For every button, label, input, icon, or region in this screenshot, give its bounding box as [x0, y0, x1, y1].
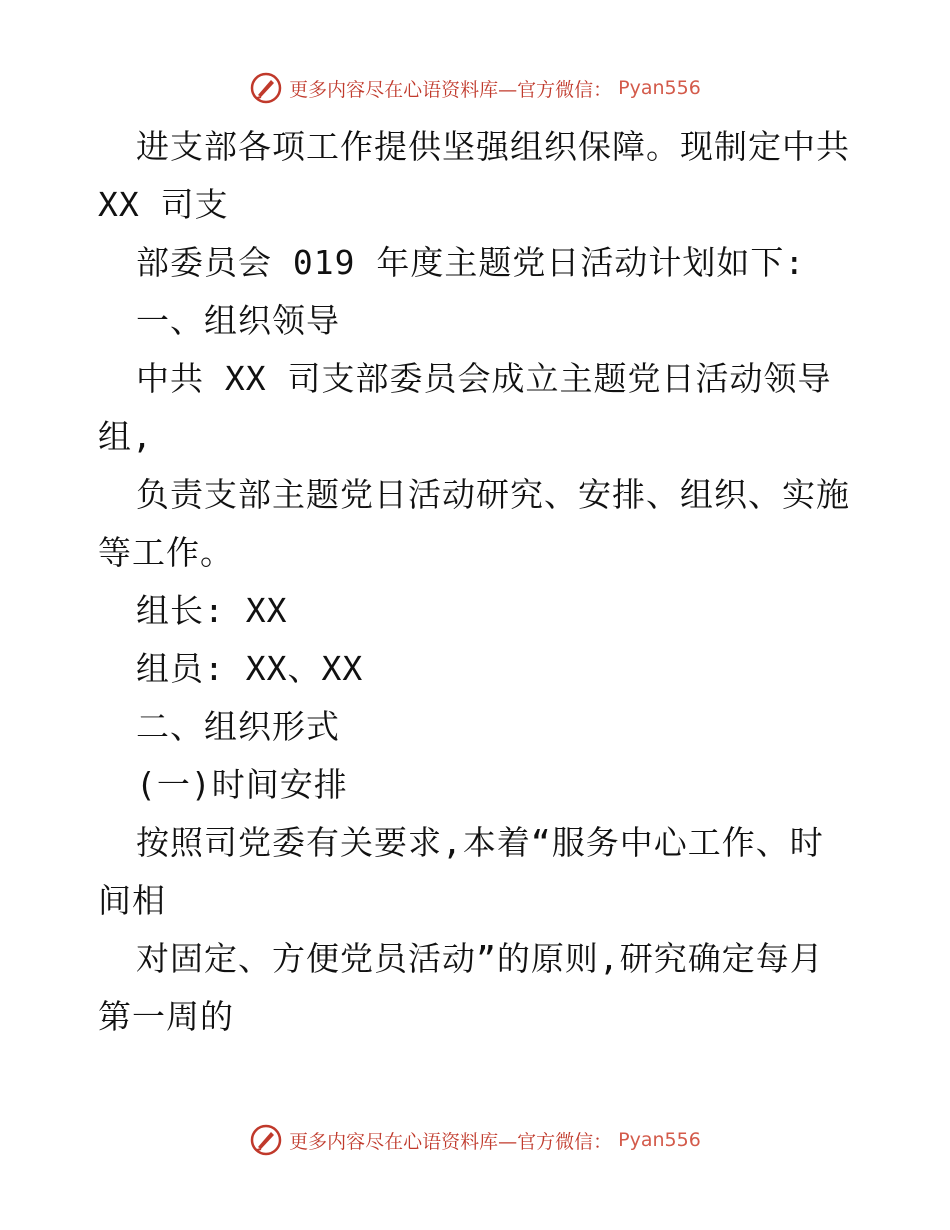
footer-banner-text: 更多内容尽在心语资料库—官方微信： [289, 1130, 613, 1153]
header-banner [0, 70, 950, 106]
text-line: 组, [98, 417, 153, 456]
text-line: 第一周的 [98, 997, 234, 1036]
header-wechat-id: Pyan556 [618, 77, 701, 99]
text-line: (一)时间安排 [136, 765, 348, 804]
footer-banner [0, 1122, 950, 1158]
text-line: 二、组织形式 [136, 707, 340, 746]
text-line: 负责支部主题党日活动研究、安排、组织、实施 [136, 475, 850, 514]
text-line: 组长: XX [136, 591, 288, 630]
text-line: 按照司党委有关要求,本着“服务中心工作、时 [136, 823, 824, 862]
quill-logo-icon [249, 71, 283, 105]
header-banner-text: 更多内容尽在心语资料库—官方微信： [289, 78, 613, 101]
quill-logo-icon [249, 1123, 283, 1157]
text-line: 对固定、方便党员活动”的原则,研究确定每月 [136, 939, 824, 978]
text-line: 进支部各项工作提供坚强组织保障。现制定中共 [136, 127, 850, 166]
text-line: 一、组织领导 [136, 301, 340, 340]
text-line: 组员: XX、XX [136, 649, 364, 688]
text-line: 中共 XX 司支部委员会成立主题党日活动领导 [136, 359, 832, 398]
footer-wechat-id: Pyan556 [618, 1129, 701, 1151]
text-line: 等工作。 [98, 533, 234, 572]
document-body [98, 118, 858, 1046]
text-line: 部委员会 019 年度主题党日活动计划如下: [136, 243, 806, 282]
text-line: 间相 [98, 881, 166, 920]
text-line: XX 司支 [98, 185, 229, 224]
